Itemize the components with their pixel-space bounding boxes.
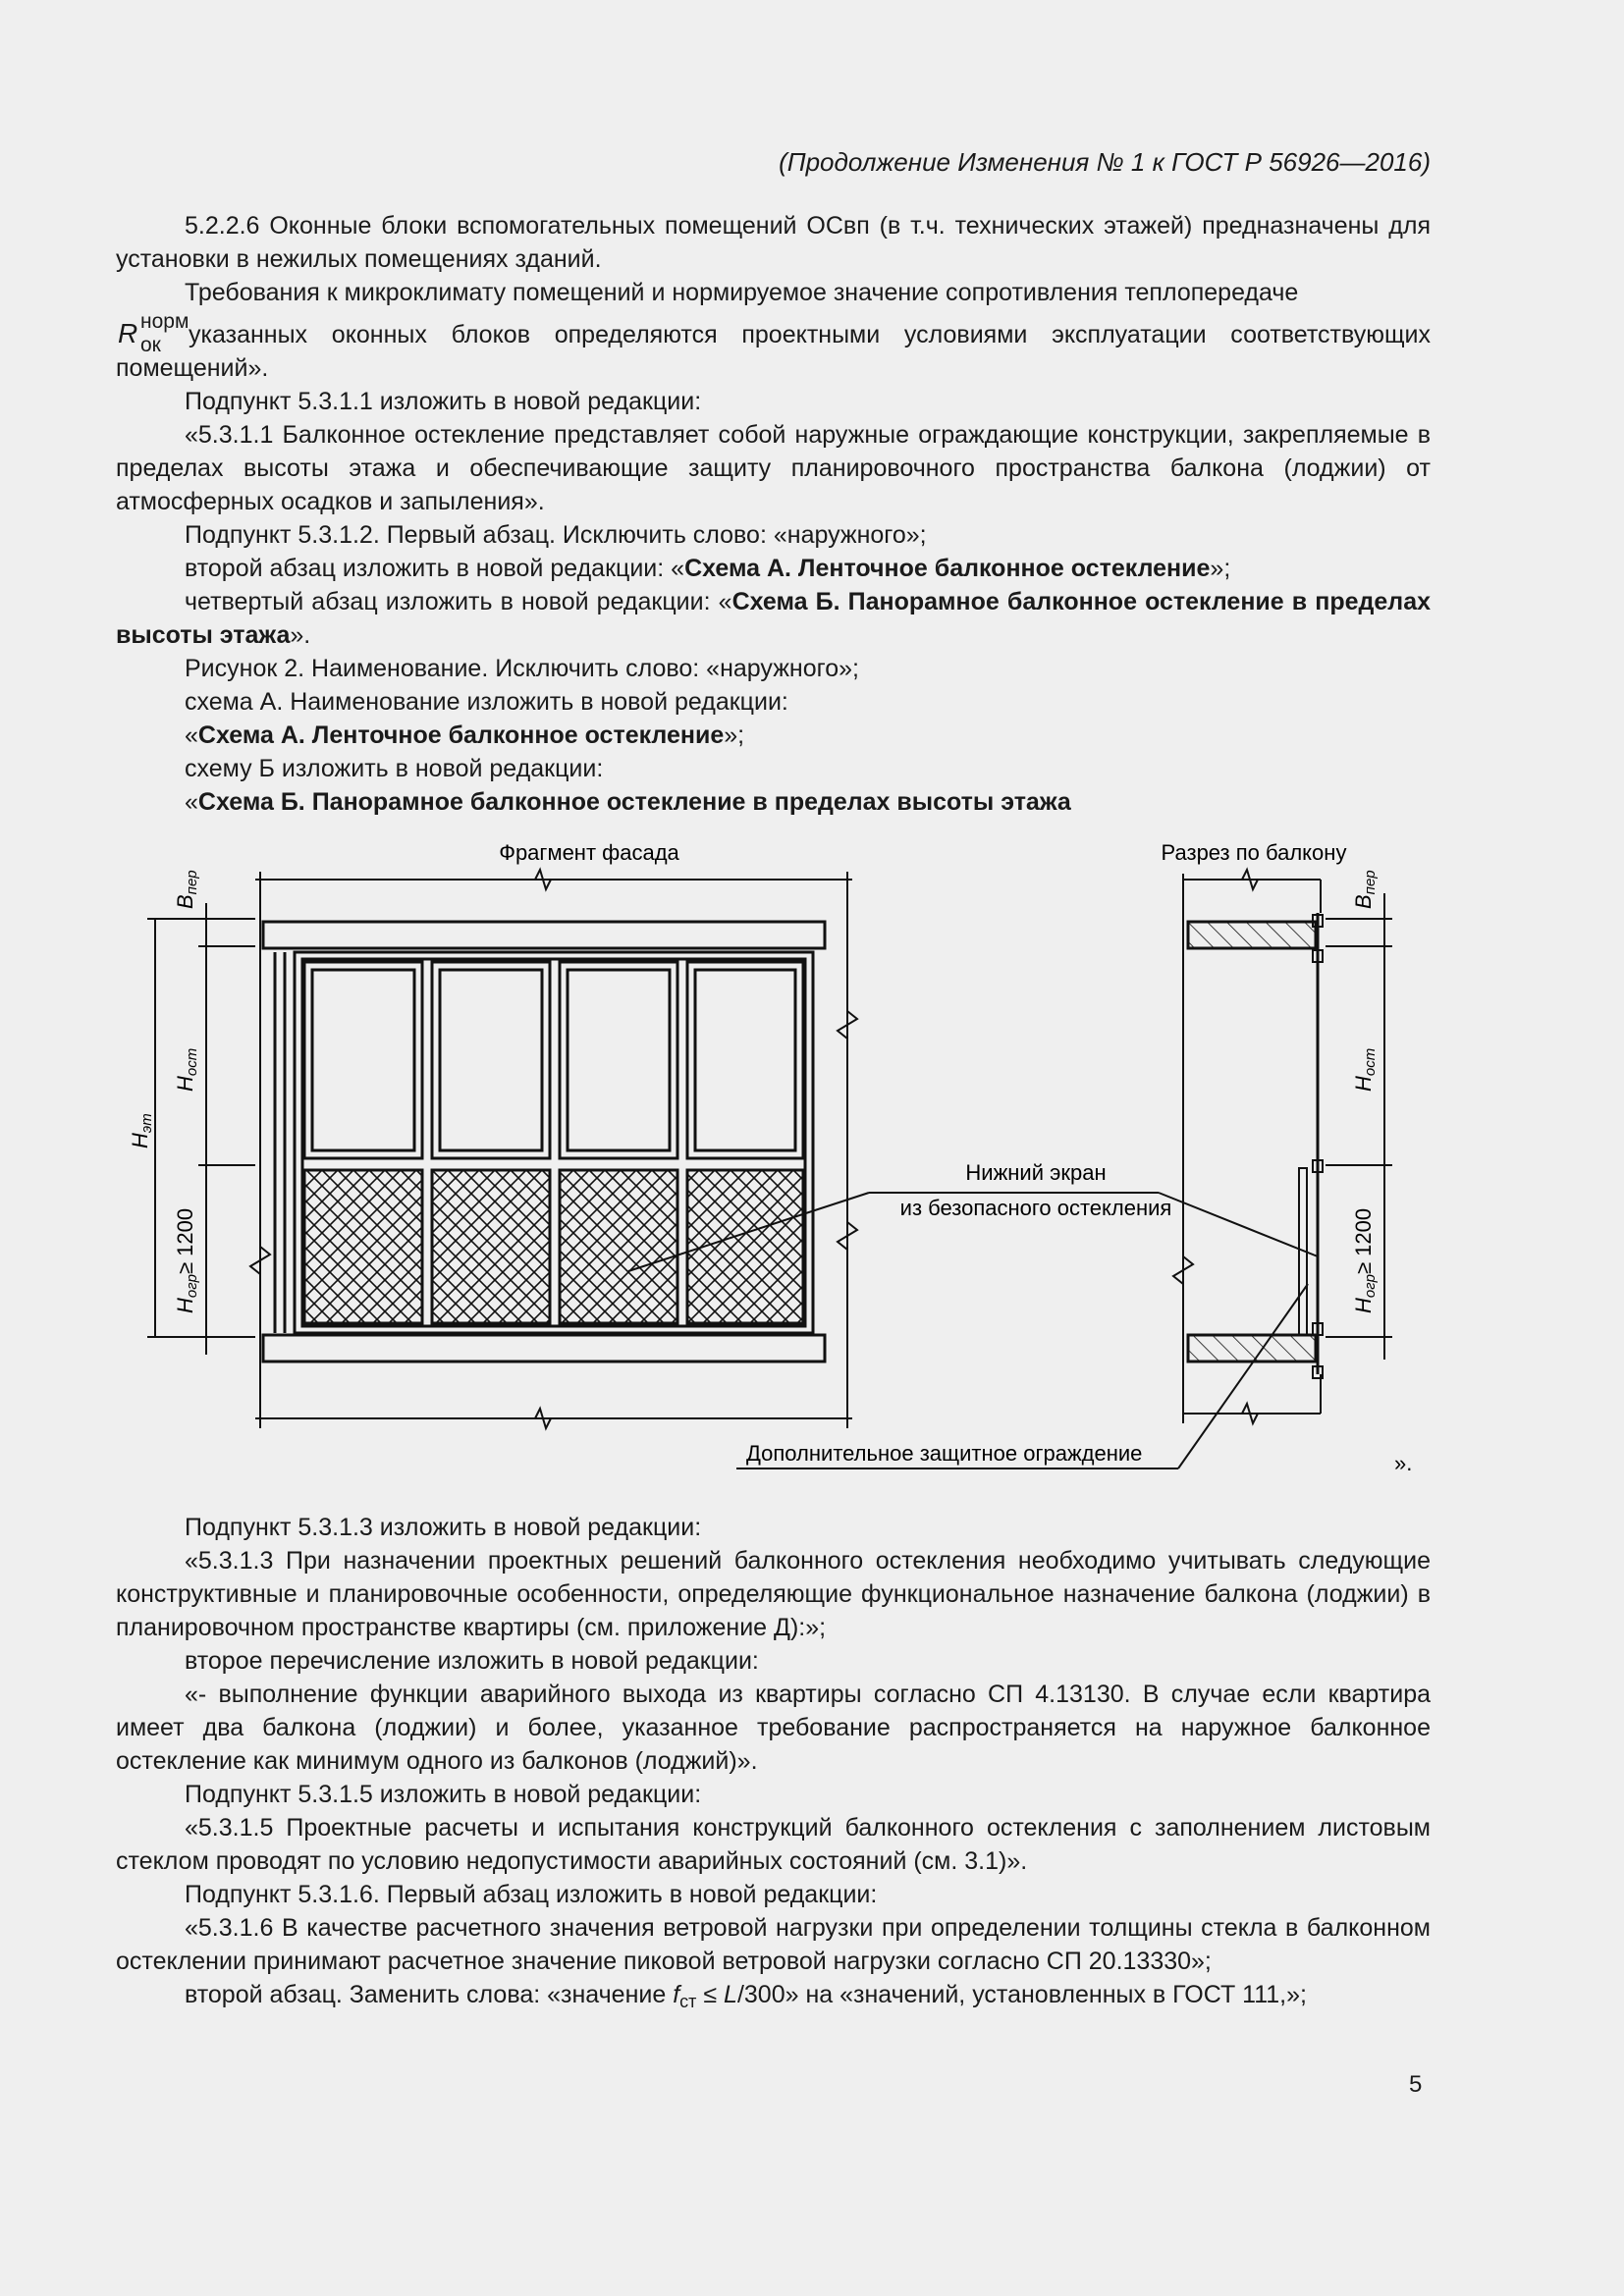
p6-bold: Схема А. Ленточное балконное остекление [684,555,1211,582]
label-h-ost-left: Hост [173,1047,200,1092]
paragraph-second-enum: второе перечисление изложить в новой редакции: [185,1647,759,1675]
text-bottom [116,1511,1431,2018]
title-facade: Фрагмент фасада [499,840,679,865]
balcony-glazing-diagram [118,825,1434,1492]
paragraph-5-3-1-1: «5.3.1.1 Балконное остекление представляет собой наружные ограждающие конструкции, закрепляемые в пределах высоты этажа и обеспечивающие защиту планировочного пространства балкона (лоджии) от атмосферных осадков и запыления». [116,421,1431,515]
paragraph-microclimate: Требования к микроклимату помещений и нормируемое значение сопротивления теплопередаче [185,279,1299,306]
label-b-per-left: Bпер [173,870,200,909]
running-header: (Продолжение Изменения № 1 к ГОСТ Р 56926—2016) [779,147,1431,177]
label-h-ost-right: Hост [1351,1047,1379,1092]
p9-sub: ст [679,1992,697,2011]
paragraph-fourth-abz [116,585,1431,652]
label-b-per-right: Bпер [1351,870,1379,909]
p7-bold: Схема Б. Панорамное балконное остекление в пределах высоты этажа [116,588,1431,649]
paragraph-scheme-b: схему Б изложить в новой редакции: [185,755,604,782]
p9-L: L [724,1981,737,2008]
label-screen-line2: из безопасного остекления [899,1196,1172,1220]
page-number: 5 [1409,2071,1423,2098]
paragraph-5-3-1-6-intro: Подпункт 5.3.1.6. Первый абзац изложить в новой редакции: [185,1881,878,1908]
paragraph-5-3-1-2: Подпункт 5.3.1.2. Первый абзац. Исключить слово: «наружного»; [185,521,927,549]
p10-post: »; [724,721,745,749]
p6-post: »; [1210,555,1231,582]
paragraph-5-3-1-5: «5.3.1.5 Проектные расчеты и испытания конструкций балконного остекления с заполнением листовым стеклом проводят по условию недопустимости аварийных состояний (см. 3.1)». [116,1814,1431,1875]
leader-extra-guard [1178,1284,1308,1468]
paragraph-microclimate-cont [116,311,1431,385]
p9-f: f [673,1981,680,2008]
label-h-ogr-right: Hогр≥ 1200 [1351,1207,1379,1313]
label-extra-guard: Дополнительное защитное ограждение [746,1441,1143,1466]
p10-bold: Схема А. Ленточное балконное остекление [197,721,725,749]
p12-pre: « [185,788,198,816]
p9-pre: второй абзац. Заменить слова: «значение [185,1981,674,2008]
p7-pre: четвертый абзац изложить в новой редакции: « [185,588,732,615]
p9-post: /300» на «значений, установленных в ГОСТ 111,»; [736,1981,1307,2008]
microclimate-cont-text: указанных оконных блоков определяются проектными условиями эксплуатации соответствующих помещений». [116,321,1431,382]
p12-bold: Схема Б. Панорамное балконное остекление в пределах высоты этажа [197,788,1071,816]
label-h-ogr-left: Hогр≥ 1200 [173,1207,200,1313]
paragraph-scheme-b-title [116,785,1431,819]
label-h-et: Hэт [128,1113,155,1148]
r-sup: норм [140,310,189,333]
label-screen-line1: Нижний экран [965,1160,1107,1185]
paragraph-5-3-1-3-intro: Подпункт 5.3.1.3 изложить в новой редакции: [185,1514,702,1541]
closing-quote: ». [1394,1451,1413,1475]
upper-sashes [304,962,803,1158]
section-view [1173,870,1392,1423]
p9-mid: ≤ [696,1981,725,2008]
paragraph-second-abz [116,552,1431,585]
title-section: Разрез по балкону [1161,840,1347,865]
paragraph-scheme-a-title [116,719,1431,752]
r-norm-formula [116,310,189,356]
paragraph-figure-2: Рисунок 2. Наименование. Исключить слово: «наружного»; [185,655,859,682]
lower-screen-panels [304,1170,803,1323]
p10-pre: « [185,721,198,749]
paragraph-scheme-a: схема А. Наименование изложить в новой редакции: [185,688,788,716]
paragraph-5-3-1-3: «5.3.1.3 При назначении проектных решений балконного остекления необходимо учитывать следующие конструктивные и планировочные особенности, определяющие функциональное назначение балкона (лоджии) в планировочном пространстве квартиры (см. приложение Д):»; [116,1547,1431,1641]
r-sub: ок [140,334,161,356]
paragraph-5-2-2-6: 5.2.2.6 Оконные блоки вспомогательных помещений ОСвп (в т.ч. технических этажей) предназначены для установки в нежилых помещениях зданий. [116,212,1431,273]
p7-post: ». [290,621,311,649]
text-top [116,209,1431,819]
p6-pre: второй абзац изложить в новой редакции: « [185,555,685,582]
paragraph-5-3-1-1-intro: Подпункт 5.3.1.1 изложить в новой редакции: [185,388,702,415]
paragraph-emergency-exit: «- выполнение функции аварийного выхода из квартиры согласно СП 4.13130. В случае если квартира имеет два балкона (лоджии) и более, указанное требование распространяется на наружное балконное остекление как минимум одного из балконов (лоджий)». [116,1681,1431,1775]
paragraph-5-3-1-5-intro: Подпункт 5.3.1.5 изложить в новой редакции: [185,1781,702,1808]
paragraph-second-abz-replace [116,1978,1431,2018]
paragraph-5-3-1-6: «5.3.1.6 В качестве расчетного значения ветровой нагрузки при определении толщины стекла в балконном остеклении принимают расчетное значение пиковой ветровой нагрузки согласно СП 20.13330»; [116,1914,1431,1975]
r-symbol: R [118,318,138,348]
